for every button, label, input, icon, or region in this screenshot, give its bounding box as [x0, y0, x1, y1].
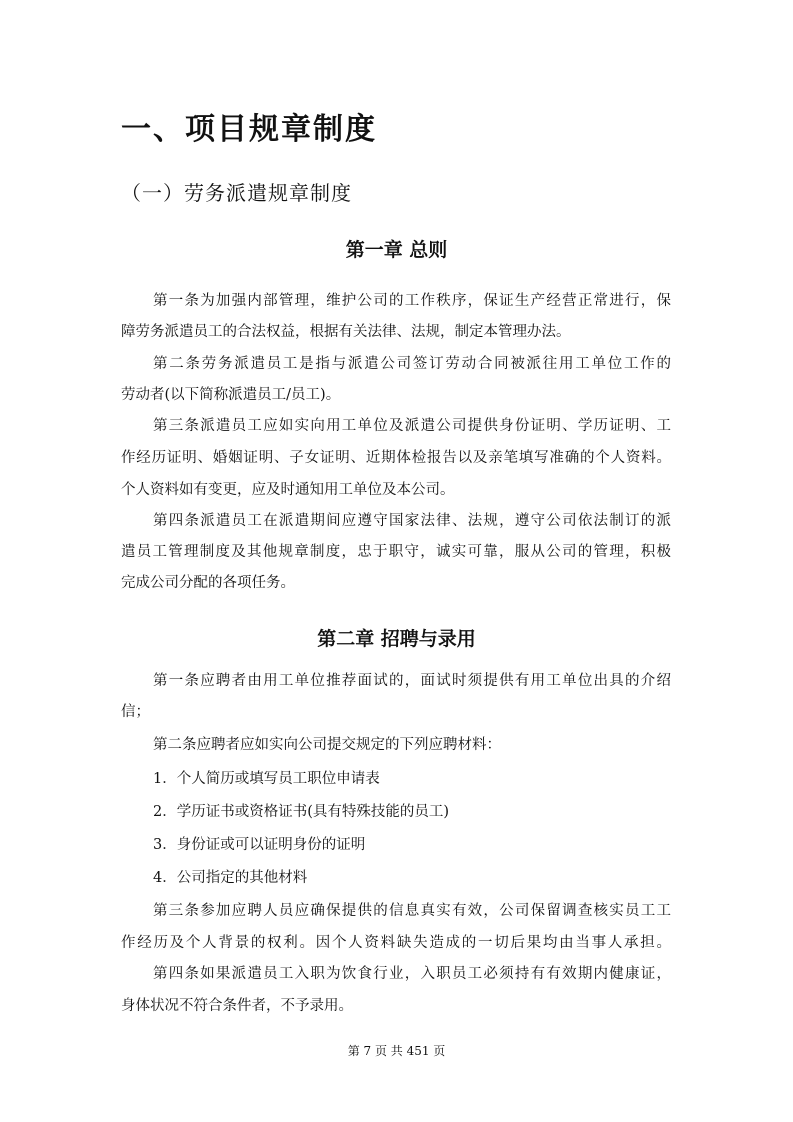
- list-item: 2．学历证书或资格证书(具有特殊技能的员工): [153, 804, 450, 820]
- page-number-footer: 第 7 页 共 451 页: [347, 1044, 446, 1058]
- paragraph-line: 第四条如果派遣员工入职为饮食行业，入职员工必须持有有效期内健康证，: [153, 966, 671, 982]
- chapter-2-heading: 第二章 招聘与录用: [317, 628, 476, 650]
- paragraph-line: 个人资料如有变更，应及时通知用工单位及本公司。: [121, 482, 455, 498]
- paragraph-line: 第二条劳务派遣员工是指与派遣公司签订劳动合同被派往用工单位工作的: [153, 356, 671, 372]
- paragraph-line: 第三条派遣员工应如实向用工单位及派遣公司提供身份证明、学历证明、工: [153, 418, 671, 434]
- page-title: 一、项目规章制度: [121, 112, 377, 147]
- paragraph-line: 信；: [121, 704, 150, 720]
- paragraph-line: 第一条为加强内部管理，维护公司的工作秩序，保证生产经营正常进行，保: [153, 293, 671, 309]
- section-subtitle: （一）劳务派遣规章制度: [121, 181, 352, 205]
- paragraph-line: 第一条应聘者由用工单位推荐面试的，面试时须提供有用工单位出具的介绍: [153, 673, 671, 689]
- paragraph-line: 完成公司分配的各项任务。: [121, 575, 295, 591]
- paragraph-line: 第三条参加应聘人员应确保提供的信息真实有效，公司保留调查核实员工工: [153, 903, 671, 919]
- list-item: 1．个人简历或填写员工职位申请表: [153, 771, 380, 787]
- list-item: 3．身份证或可以证明身份的证明: [153, 837, 366, 853]
- paragraph-line: 身体状况不符合条件者，不予录用。: [121, 998, 353, 1014]
- paragraph-line: 第二条应聘者应如实向公司提交规定的下列应聘材料：: [153, 737, 501, 753]
- paragraph-line: 第四条派遣员工在派遣期间应遵守国家法律、法规，遵守公司依法制订的派: [153, 513, 671, 529]
- paragraph-line: 遣员工管理制度及其他规章制度，忠于职守，诚实可靠，服从公司的管理，积极: [121, 544, 671, 560]
- paragraph-line: 障劳务派遣员工的合法权益，根据有关法律、法规，制定本管理办法。: [121, 324, 571, 340]
- paragraph-line: 劳动者(以下简称派遣员工/员工)。: [121, 387, 341, 403]
- paragraph-line: 作经历证明、婚姻证明、子女证明、近期体检报告以及亲笔填写准确的个人资料。: [121, 450, 671, 466]
- paragraph-line: 作经历及个人背景的权利。因个人资料缺失造成的一切后果均由当事人承担。: [121, 935, 671, 951]
- chapter-1-heading: 第一章 总则: [345, 239, 448, 261]
- list-item: 4．公司指定的其他材料: [153, 870, 308, 886]
